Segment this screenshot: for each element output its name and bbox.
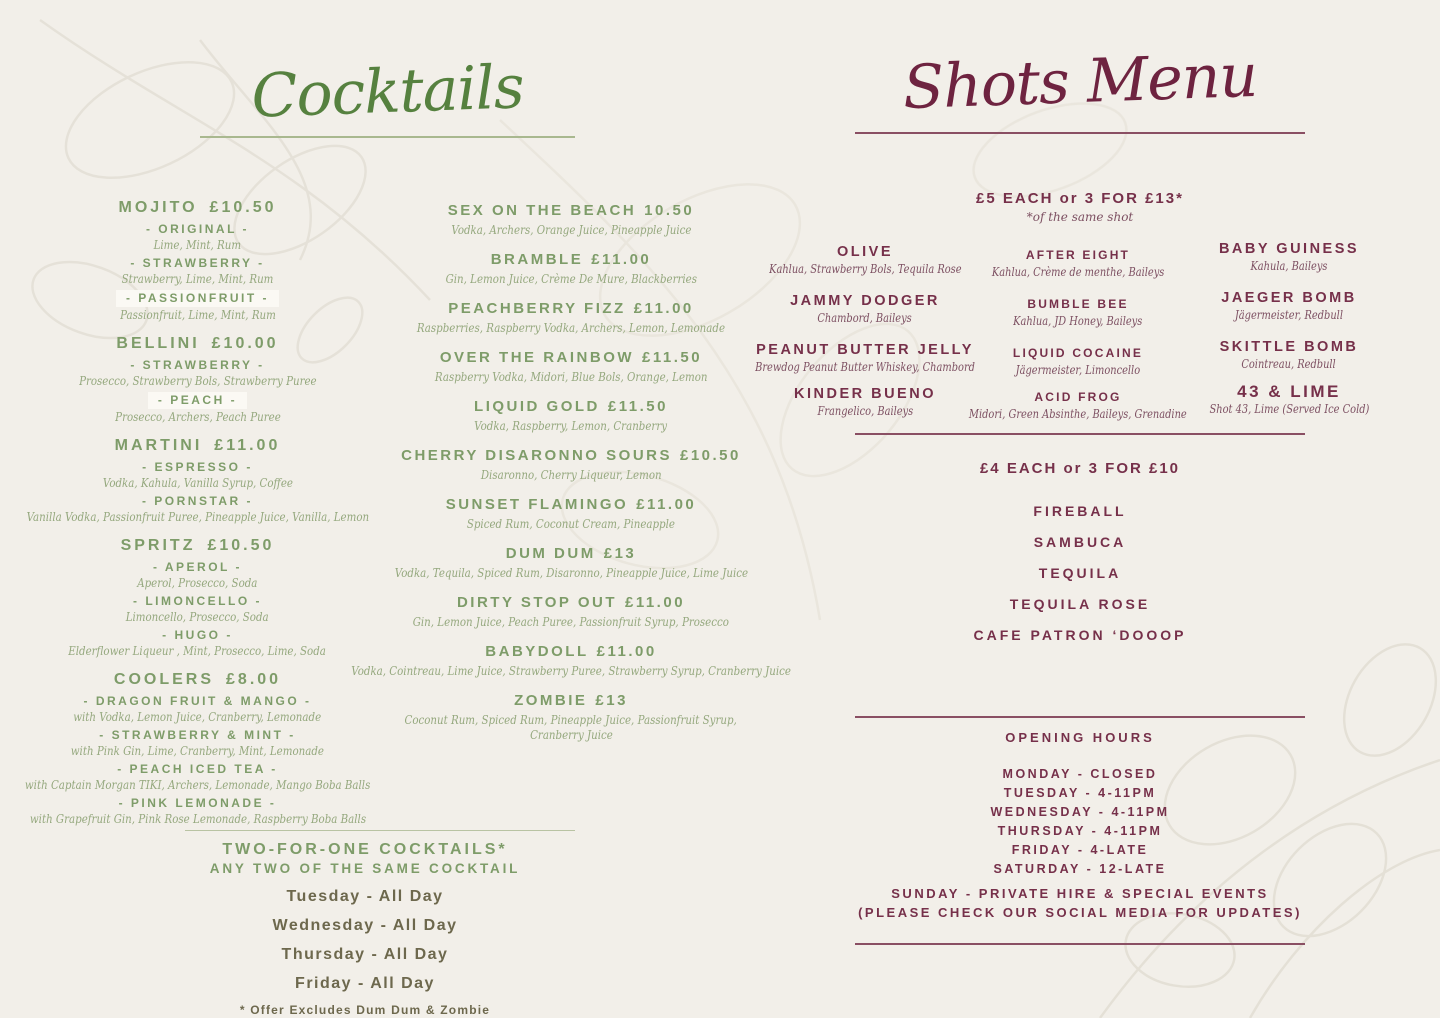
shot-item xyxy=(958,388,1198,422)
shot-name: TEQUILA ROSE xyxy=(1009,596,1151,612)
cocktail-item xyxy=(356,300,786,335)
shot-name: ACID FROG xyxy=(1034,390,1122,404)
cocktail-name xyxy=(15,670,380,690)
cocktail-ingredients: Vodka, Tequila, Spiced Rum, Disaronno, Pineapple Juice, Lime Juice xyxy=(394,565,748,580)
cocktails-middle-column xyxy=(351,202,791,756)
cocktail-name-text: SPRITZ xyxy=(120,537,196,554)
shot-name: CAFE PATRON ‘DOOOP xyxy=(973,627,1187,643)
shot-ingredients: Jägermeister, Limoncello xyxy=(1015,363,1141,377)
cocktail-item xyxy=(356,398,786,433)
variant-ingredients: Aperol, Prosecco, Soda xyxy=(137,575,258,590)
variant-label: - PORNSTAR - xyxy=(141,494,254,508)
cocktail-name: SEX ON THE BEACH 10.50 xyxy=(447,202,695,219)
shot-name: TEQUILA xyxy=(1038,565,1122,581)
shot-name: BUMBLE BEE xyxy=(1027,297,1129,311)
cocktail-item xyxy=(356,545,786,580)
shots-column-1 xyxy=(750,243,980,434)
cocktail-price: £11.50 xyxy=(642,349,703,366)
shot-item xyxy=(1178,338,1400,372)
offer-day: Tuesday - All Day xyxy=(286,888,444,905)
cocktail-price: £11.00 xyxy=(633,300,694,317)
cocktail-ingredients: Vodka, Archers, Orange Juice, Pineapple Juice xyxy=(450,222,692,237)
shot-ingredients: Cointreau, Redbull xyxy=(1241,357,1337,371)
shot-ingredients: Kahula, Baileys xyxy=(1250,259,1328,273)
variant-label: - STRAWBERRY & MINT - xyxy=(99,728,296,742)
shot-ingredients: Chambord, Baileys xyxy=(817,311,913,325)
cocktail-name: DIRTY STOP OUT £11.00 xyxy=(456,594,686,611)
shot-name: JAEGER BOMB xyxy=(1221,290,1357,306)
cocktail-name-text: BELLINI xyxy=(116,335,200,352)
cocktail-ingredients: Gin, Lemon Juice, Crème De Mure, Blackberries xyxy=(445,271,697,286)
shot-ingredients: Kahlua, Crème de menthe, Baileys xyxy=(991,265,1165,279)
cocktail-name xyxy=(15,436,380,456)
variant-label: - PASSIONFRUIT - xyxy=(15,290,380,307)
shot-ingredients: Shot 43, Lime (Served Ice Cold) xyxy=(1209,402,1369,416)
cocktail-name: ZOMBIE £13 xyxy=(514,692,628,709)
cocktail-ingredients: Cranberry Juice xyxy=(529,727,613,742)
hours-bottom-divider xyxy=(855,943,1305,945)
cocktail-ingredients: Disaronno, Cherry Liqueur, Lemon xyxy=(480,467,662,482)
shot-item xyxy=(1178,240,1400,274)
shot-name: FIREBALL xyxy=(1033,503,1127,519)
shot-name: PEANUT BUTTER JELLY xyxy=(756,342,974,358)
cocktail-price: £11.00 xyxy=(596,643,657,660)
shot-name: LIQUID COCAINE xyxy=(1012,346,1144,360)
variant-ingredients: with Grapefruit Gin, Pink Rose Lemonade, Raspberry Boba Balls xyxy=(29,811,366,826)
shot-item xyxy=(750,292,980,326)
cocktail-ingredients: Vodka, Cointreau, Lime Juice, Strawberry Puree, Strawberry Syrup, Cranberry Juice xyxy=(351,663,791,678)
cocktail-item xyxy=(15,334,380,424)
cocktail-ingredients: Coconut Rum, Spiced Rum, Pineapple Juice, Passionfruit Syrup, xyxy=(404,712,738,727)
shot-item xyxy=(958,344,1198,378)
cocktail-name-text: MOJITO xyxy=(118,199,198,216)
opening-hours-line: WEDNESDAY - 4-11PM xyxy=(990,805,1170,819)
cocktail-price: £11.00 xyxy=(591,251,652,268)
cocktail-item xyxy=(15,536,380,658)
cocktail-item xyxy=(356,692,786,742)
shot-item xyxy=(958,295,1198,329)
hours-top-divider xyxy=(855,716,1305,718)
variant-label: - PEACH ICED TEA - xyxy=(117,762,278,776)
cocktail-price: £10.50 xyxy=(207,537,275,554)
shot-item xyxy=(958,246,1198,280)
cocktail-price: £10.50 xyxy=(679,447,741,464)
cocktail-item xyxy=(356,594,786,629)
shots-column-2 xyxy=(958,246,1198,437)
variant-label: - HUGO - xyxy=(162,628,233,642)
cocktail-name: PEACHBERRY FIZZ £11.00 xyxy=(448,300,694,317)
cocktail-item xyxy=(15,436,380,524)
variant-ingredients: with Captain Morgan TIKI, Archers, Lemonade, Mango Boba Balls xyxy=(24,777,371,792)
cocktail-item xyxy=(356,349,786,384)
offer-day: Friday - All Day xyxy=(295,975,435,992)
cocktail-ingredients: Gin, Lemon Juice, Peach Puree, Passionfruit Syrup, Prosecco xyxy=(412,614,730,629)
variant-label: - ESPRESSO - xyxy=(142,460,253,474)
sunday-note-line: (PLEASE CHECK OUR SOCIAL MEDIA FOR UPDATES) xyxy=(858,905,1302,920)
shot-name: 43 & LIME xyxy=(1237,382,1341,401)
offer-title: TWO-FOR-ONE COCKTAILS* xyxy=(222,841,508,858)
variant-ingredients: Limoncello, Prosecco, Soda xyxy=(126,609,269,624)
cocktail-price: 10.50 xyxy=(644,202,695,219)
variant-label: - PINK LEMONADE - xyxy=(118,796,277,810)
tier1-price-header: £5 EACH or 3 FOR £13* xyxy=(976,190,1184,207)
cocktail-price: £10.50 xyxy=(209,199,277,216)
shot-ingredients: Frangelico, Baileys xyxy=(817,404,913,418)
offer-day: Wednesday - All Day xyxy=(272,917,458,934)
cocktail-name: CHERRY DISARONNO SOURS £10.50 xyxy=(401,447,741,464)
opening-hours-line: FRIDAY - 4-LATE xyxy=(1011,843,1149,857)
variant-ingredients: Passionfruit, Lime, Mint, Rum xyxy=(119,307,276,322)
shots-title: Shots Menu xyxy=(901,40,1259,124)
cocktail-price: £11.00 xyxy=(624,594,686,611)
cocktail-name-text: COOLERS xyxy=(113,671,215,688)
cocktail-item xyxy=(351,643,791,678)
cocktail-name: BRAMBLE £11.00 xyxy=(490,251,652,268)
shots-title-divider xyxy=(855,132,1305,134)
variant-label: - STRAWBERRY - xyxy=(130,358,265,372)
variant-ingredients: Vanilla Vodka, Passionfruit Puree, Pineapple Juice, Vanilla, Lemon xyxy=(26,509,369,524)
cocktails-left-column xyxy=(15,198,380,838)
variant-ingredients: with Vodka, Lemon Juice, Cranberry, Lemonade xyxy=(73,709,322,724)
cocktail-name: SUNSET FLAMINGO £11.00 xyxy=(445,496,697,513)
variant-ingredients: Vodka, Kahula, Vanilla Syrup, Coffee xyxy=(102,475,293,490)
shot-item xyxy=(750,341,980,375)
cocktail-item xyxy=(356,202,786,237)
two-for-one-offer xyxy=(165,840,565,1017)
cocktail-ingredients: Raspberry Vodka, Midori, Blue Bols, Orange, Lemon xyxy=(434,369,708,384)
shot-item xyxy=(750,385,980,419)
shot-name: SKITTLE BOMB xyxy=(1219,339,1359,355)
offer-note: * Offer Excludes Dum Dum & Zombie xyxy=(239,1003,491,1017)
variant-ingredients: Prosecco, Strawberry Bols, Strawberry Puree xyxy=(78,373,317,388)
cocktail-item xyxy=(15,670,380,826)
cocktails-title: Cocktails xyxy=(250,52,525,132)
variant-label: - ORIGINAL - xyxy=(145,222,250,236)
shot-name: KINDER BUENO xyxy=(794,386,936,402)
cocktail-name: BABYDOLL £11.00 xyxy=(485,643,657,660)
cocktail-item xyxy=(356,251,786,286)
variant-label: - STRAWBERRY - xyxy=(130,256,265,270)
shot-ingredients: Kahlua, JD Honey, Baileys xyxy=(1013,314,1143,328)
opening-hours-list xyxy=(905,765,1255,879)
shot-name: JAMMY DODGER xyxy=(790,293,940,309)
cocktail-name: LIQUID GOLD £11.50 xyxy=(474,398,668,415)
cocktail-name xyxy=(15,334,380,354)
cocktail-ingredients: Raspberries, Raspberry Vodka, Archers, Lemon, Lemonade xyxy=(416,320,726,335)
tier2-shot-list xyxy=(930,503,1230,658)
shot-ingredients: Brewdog Peanut Butter Whiskey, Chambord xyxy=(755,360,975,374)
tier1-price-subheader: *of the same shot xyxy=(1026,210,1134,224)
cocktail-name xyxy=(15,198,380,218)
cocktail-item xyxy=(356,496,786,531)
cocktail-name: DUM DUM £13 xyxy=(505,545,637,562)
opening-hours-line: SATURDAY - 12-LATE xyxy=(993,862,1167,876)
offer-subtitle: ANY TWO OF THE SAME COCKTAIL xyxy=(209,861,521,876)
shot-ingredients: Jägermeister, Redbull xyxy=(1234,308,1344,322)
cocktail-name-text: MARTINI xyxy=(114,437,203,454)
shot-name: AFTER EIGHT xyxy=(1025,248,1131,262)
cocktail-price: £11.50 xyxy=(607,398,668,415)
shot-ingredients: Midori, Green Absinthe, Baileys, Grenadine xyxy=(969,407,1187,421)
opening-hours-line: THURSDAY - 4-11PM xyxy=(997,824,1163,838)
shots-tier-divider xyxy=(855,433,1305,435)
cocktail-item xyxy=(356,447,786,482)
sunday-note-line: SUNDAY - PRIVATE HIRE & SPECIAL EVENTS xyxy=(891,886,1269,901)
shot-name: SAMBUCA xyxy=(1033,534,1127,550)
cocktail-ingredients: Vodka, Raspberry, Lemon, Cranberry xyxy=(474,418,668,433)
cocktail-ingredients: Spiced Rum, Coconut Cream, Pineapple xyxy=(466,516,676,531)
shot-item xyxy=(1178,383,1400,417)
shot-item xyxy=(750,243,980,277)
cocktails-title-divider xyxy=(200,136,575,138)
opening-hours-line: MONDAY - CLOSED xyxy=(1002,767,1158,781)
variant-ingredients: with Pink Gin, Lime, Cranberry, Mint, Lemonade xyxy=(70,743,325,758)
variant-ingredients: Lime, Mint, Rum xyxy=(153,237,242,252)
offer-day: Thursday - All Day xyxy=(281,946,449,963)
shot-name: OLIVE xyxy=(836,244,893,260)
opening-hours-line: TUESDAY - 4-11PM xyxy=(1003,786,1157,800)
variant-label: - APEROL - xyxy=(152,560,242,574)
cocktail-name: OVER THE RAINBOW £11.50 xyxy=(439,349,703,366)
variant-label: - LIMONCELLO - xyxy=(133,594,262,608)
cocktail-price: £11.00 xyxy=(214,437,281,454)
variant-ingredients: Prosecco, Archers, Peach Puree xyxy=(114,409,281,424)
cocktail-price: £13 xyxy=(595,692,628,709)
shot-item xyxy=(1178,289,1400,323)
shots-column-3 xyxy=(1178,240,1400,432)
offer-divider xyxy=(185,830,575,831)
shot-ingredients: Kahlua, Strawberry Bols, Tequila Rose xyxy=(768,262,962,276)
cocktail-price: £10.00 xyxy=(211,335,279,352)
sunday-note xyxy=(810,884,1350,922)
variant-ingredients: Elderflower Liqueur , Mint, Prosecco, Lime, Soda xyxy=(68,643,327,658)
cocktail-price: £11.00 xyxy=(636,496,697,513)
cocktail-price: £8.00 xyxy=(226,671,282,688)
cocktail-name xyxy=(15,536,380,556)
opening-hours-header: OPENING HOURS xyxy=(1005,730,1155,745)
tier2-price-header: £4 EACH or 3 FOR £10 xyxy=(979,460,1181,477)
cocktail-item xyxy=(15,198,380,322)
variant-label: - PEACH - xyxy=(15,392,380,409)
cocktail-price: £13 xyxy=(603,545,637,562)
variant-ingredients: Strawberry, Lime, Mint, Rum xyxy=(121,271,274,286)
variant-label: - DRAGON FRUIT & MANGO - xyxy=(83,694,312,708)
shot-name: BABY GUINESS xyxy=(1218,241,1360,257)
